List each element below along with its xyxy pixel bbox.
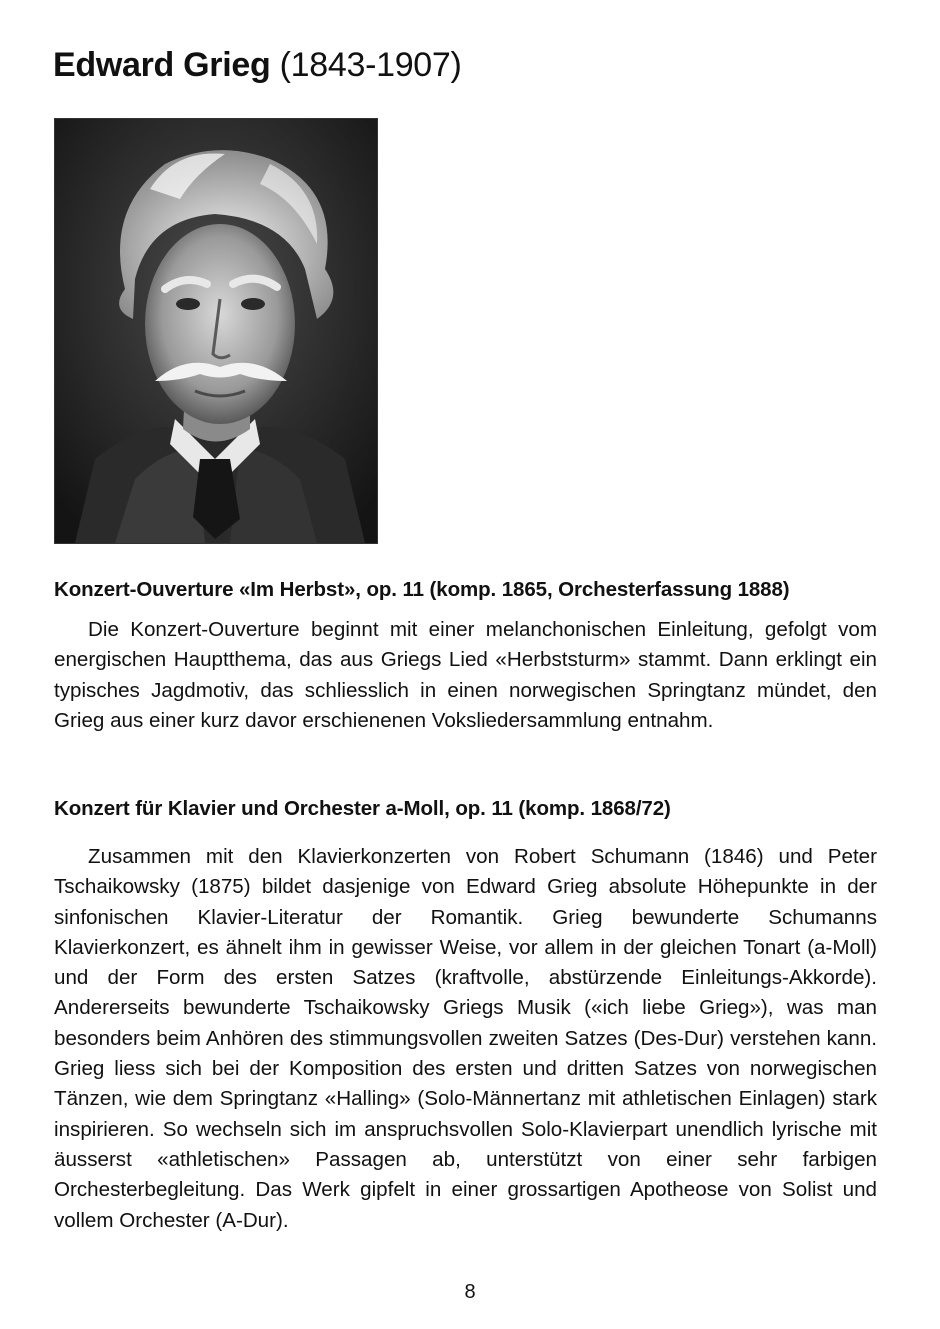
section-text-piano-concerto: Zusammen mit den Klavierkonzerten von Robert Schumann (1846) und Peter Tschaikowsky (1875) bildet dasjenige von Edward Grieg absolute Höhepunkte in der sinfonischen Klavier-Literatur der Romantik. Grieg bewunderte Schumanns Klavierkonzert, es ähnelt ihm in gewisser Weise, vor allem in der gleichen Tonart (a-Moll) und der Form des ersten Satzes (kraftvolle, abstürzende Einleitungs-Akkorde). Andererseits bewunderte Tschaikowsky Griegs Musik («ich liebe Grieg»), was man besonders beim Anhören des stimmungsvollen zweiten Satzes (Des-Dur) verstehen kann. Grieg liess sich bei der Komposition des ersten und dritten Satzes von norwegischen Tänzen, wie dem Springtanz «Halling» (Solo-Männertanz mit athletischen Einlagen) stark inspirieren. So wechseln sich im anspruchsvollen Solo-Klavierpart unendlich lyrische mit äusserst «athletischen» Passagen ab, unterstützt von einer sehr farbigen Orchesterbegleitung. Das Werk gipfelt in einer grossartigen Apotheose von Solist und vollem Orchester (A-Dur). [54, 845, 877, 1232]
page-number: 8 [464, 1281, 476, 1303]
composer-name: Edward Grieg [53, 46, 271, 84]
page-title [53, 46, 462, 85]
section-heading-overture: Konzert-Ouverture «Im Herbst», op. 11 (komp. 1865, Orchesterfassung 1888) [54, 578, 790, 601]
composer-dates: (1843-1907) [279, 46, 462, 84]
section-heading-piano-concerto: Konzert für Klavier und Orchester a-Moll, op. 11 (komp. 1868/72) [54, 797, 671, 820]
portrait-photo [54, 118, 378, 544]
section-text-overture: Die Konzert-Ouverture beginnt mit einer melanchonischen Einleitung, gefolgt vom energischen Hauptthema, das aus Griegs Lied «Herbststurm» stammt. Dann erklingt ein typisches Jagdmotiv, das schliesslich in einen norwegischen Springtanz mündet, den Grieg aus einer kurz davor erschienenen Voksliedersammlung entnahm. [54, 618, 877, 732]
